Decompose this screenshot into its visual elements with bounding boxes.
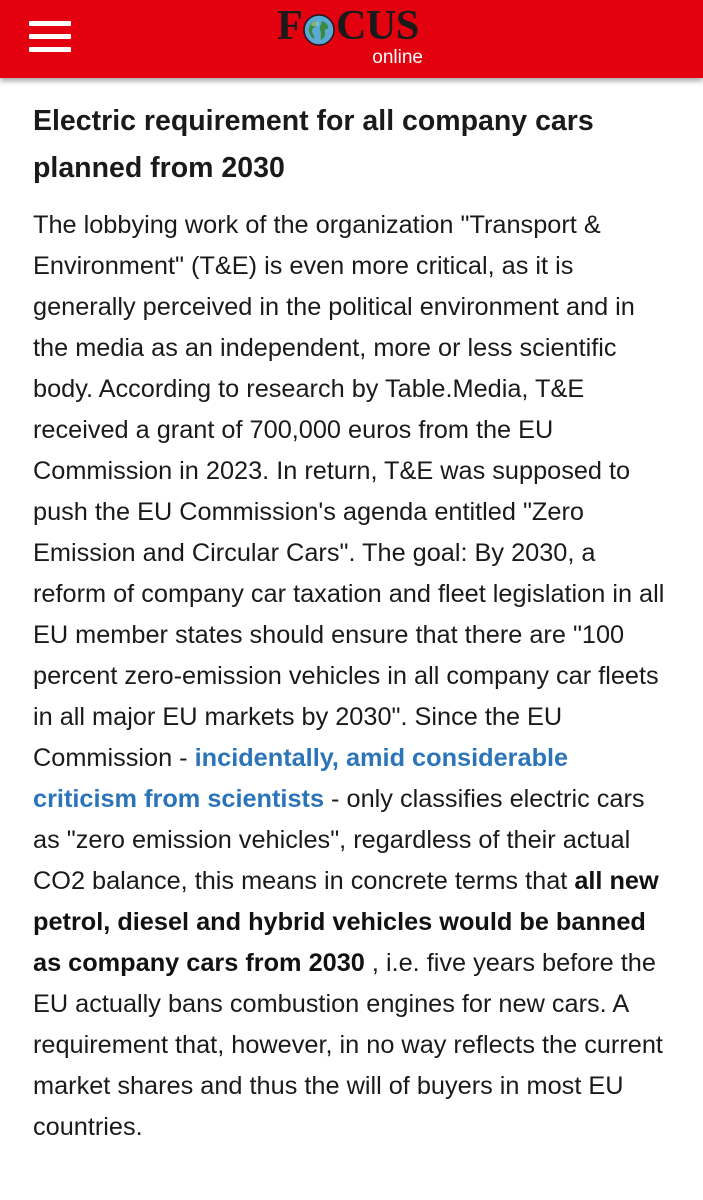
paragraph-text-part-1: The lobbying work of the organization "Transport & Environment" (T&E) is even more critical, as it is generally perceived in the political environment and in the media as an independent, more or less scientific body. According to research by Table.Media, T&E received a grant of 700,000 euros from the EU Commission in 2023. In return, T&E was supposed to push the EU Commission's agenda entitled "Zero Emission and Circular Cars". The goal: By 2030, a reform of company car taxation and fleet legislation in all EU member states should ensure that there are "100 percent zero-emission vehicles in all company car fleets in all major EU markets by 2030". Since the EU Commission - — [33, 211, 665, 772]
globe-icon — [303, 11, 335, 43]
article-paragraph — [33, 205, 669, 1148]
article — [0, 98, 703, 1148]
article-headline: Electric requirement for all company cars planned from 2030 — [33, 105, 594, 184]
menu-bar-top — [29, 21, 71, 26]
paragraph-text-part-2: - only classifies electric cars as "zero emission vehicles", regardless of their actual CO2 balance, this means in concrete terms that — [33, 785, 645, 895]
hamburger-menu-icon[interactable] — [29, 20, 71, 54]
logo-letter-left: F — [277, 3, 303, 49]
logo-subtitle: online — [372, 47, 423, 68]
focus-online-logo[interactable] — [277, 4, 437, 72]
logo-letters-right: CUS — [336, 3, 419, 49]
menu-bar-bottom — [29, 47, 71, 52]
menu-bar-middle — [29, 34, 71, 39]
paragraph-bold-statement: all new petrol, diesel and hybrid vehicles would be banned as company cars from 2030 — [33, 867, 659, 977]
site-header — [0, 0, 703, 78]
criticism-link[interactable]: incidentally, amid considerable criticism from scientists — [33, 744, 569, 813]
logo-wordmark — [277, 4, 419, 48]
paragraph-text-part-3: , i.e. five years before the EU actually bans combustion engines for new cars. A requirement that, however, in no way reflects the current market shares and thus the will of buyers in most EU countries. — [33, 949, 663, 1141]
